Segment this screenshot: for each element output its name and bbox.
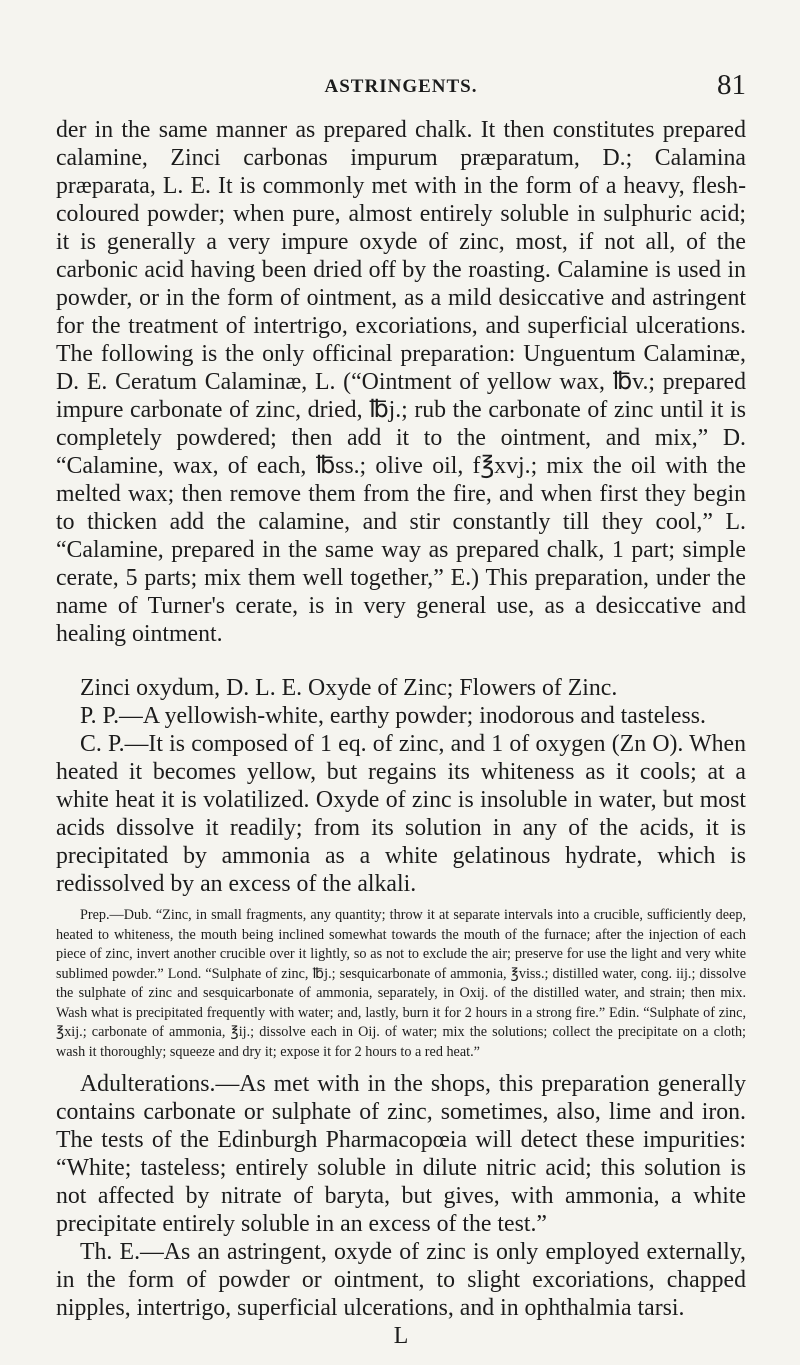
page-number: 81	[717, 69, 746, 101]
paragraph-adulterations: Adulterations.—As met with in the shops, this preparation generally contains carbonate or sulphate of zinc, sometimes, also, lime and iron. The tests of the Edinburgh Pharmacopœia will detect these impurities: “White; tasteless; entirely soluble in dilute nitric acid; this solution is not affected by nitrate of baryta, but gives, with ammonia, a white precipitate entirely soluble in an excess of the test.”	[56, 1071, 746, 1237]
paragraph-physical-properties: P. P.—A yellowish-white, earthy powder; inodorous and tasteless.	[80, 703, 706, 729]
paragraph-chemical-properties: C. P.—It is composed of 1 eq. of zinc, and 1 of oxygen (Zn O). When heated it becomes yellow, but regains its whiteness as it cools; at a white heat it is volatilized. Oxyde of zinc is insoluble in water, but most acids dissolve it readily; from its solution in any of the acids, it is precipitated by ammonia as a white gelatinous hydrate, which is redissolved by an excess of the alkali.	[56, 731, 746, 897]
paragraph-preparation: Prep.—Dub. “Zinc, in small fragments, any quantity; throw it at separate intervals into a crucible, sufficiently deep, heated to whiteness, the mouth being inclined somewhat towards the mouth of the furnace; after the injection of each piece of zinc, invert another crucible over it lightly, so as not to exclude the air; preserve for use the light and very white sublimed powder.” Lond. “Sulphate of zinc, ℔j.; sesquicarbonate of ammonia, ℥viss.; distilled water, cong. iij.; dissolve the sulphate of zinc and sesquicarbonate of ammonia, separately, in Oxij. of the distilled water, and strain; then mix. Wash what is precipitated frequently with water; and, lastly, burn it for 2 hours in a strong fire.” Edin. “Sulphate of zinc, ℥xij.; carbonate of ammonia, ℥ij.; dissolve each in Oij. of water; mix the solutions; collect the precipitate on a cloth; wash it thoroughly; squeeze and dry it; expose it for 2 hours to a red heat.”	[56, 907, 746, 1060]
page-header	[56, 69, 746, 116]
signature-mark: L	[393, 1323, 409, 1349]
heading-zinci-oxydum: Zinci oxydum, D. L. E. Oxyde of Zinc; Flowers of Zinc.	[80, 675, 618, 701]
running-head: ASTRINGENTS.	[324, 76, 478, 97]
book-page	[56, 0, 746, 1350]
paragraph-therapeutic-effects: Th. E.—As an astringent, oxyde of zinc is only employed externally, in the form of powder or ointment, to slight excoriations, chapped nipples, intertrigo, superficial ulcerations, and in ophthalmia tarsi.	[56, 1239, 746, 1321]
paragraph-calamine: der in the same manner as prepared chalk. It then constitutes prepared calamine, Zinci carbonas impurum præparatum, D.; Calamina præparata, L. E. It is commonly met with in the form of a heavy, flesh-coloured powder; when pure, almost entirely soluble in sulphuric acid; it is generally a very impure oxyde of zinc, most, if not all, of the carbonic acid having been dried off by the roasting. Calamine is used in powder, or in the form of ointment, as a mild desiccative and astringent for the treatment of intertrigo, excoriations, and superficial ulcerations. The following is the only officinal preparation: Unguentum Calaminæ, D. E. Ceratum Calaminæ, L. (“Ointment of yellow wax, ℔v.; prepared impure carbonate of zinc, dried, ℔j.; rub the carbonate of zinc until it is completely powdered; then add it to the ointment, and mix,” D. “Calamine, wax, of each, ℔ss.; olive oil, f℥xvj.; mix the oil with the melted wax; then remove them from the fire, and when first they begin to thicken add the calamine, and stir constantly till they cool,” L. “Calamine, prepared in the same way as prepared chalk, 1 part; simple cerate, 5 parts; mix them well together,” E.) This preparation, under the name of Turner's cerate, is in very general use, as a desiccative and healing ointment.	[56, 117, 746, 647]
